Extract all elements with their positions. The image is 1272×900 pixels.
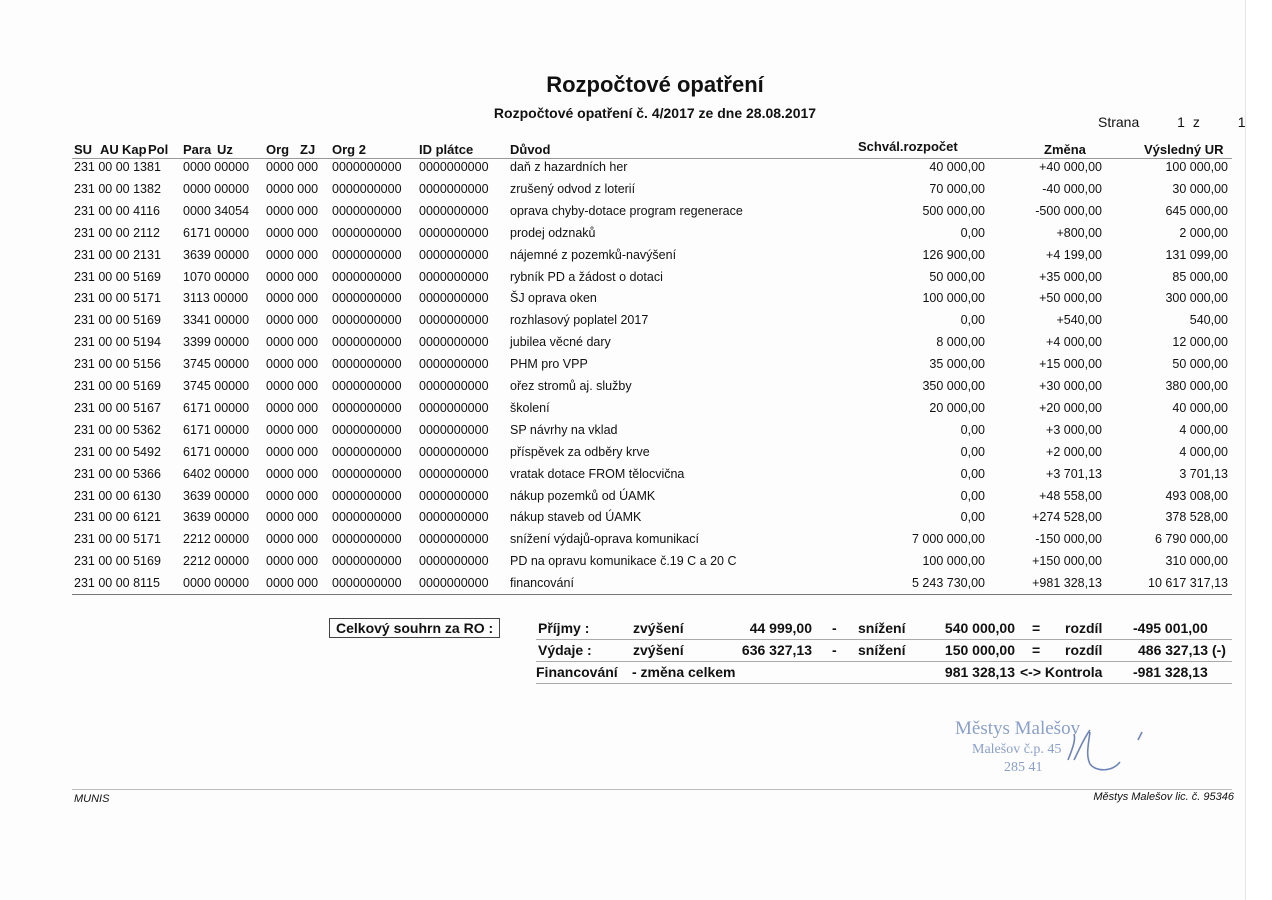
page-label: Strana: [1098, 114, 1140, 130]
cell-schval: 500 000,00: [922, 203, 985, 218]
cell-vysledny: 40 000,00: [1172, 400, 1228, 415]
table-row: [0, 467, 1272, 489]
cell-org: 0000 000: [266, 269, 319, 284]
cell-duvod: jubilea věcné dary: [510, 335, 611, 350]
cell-id: 0000000000: [419, 247, 489, 262]
cell-duvod: vratak dotace FROM tělocvična: [510, 466, 685, 481]
cell-schval: 0,00: [960, 466, 985, 481]
cell-id: 0000000000: [419, 466, 489, 481]
vydaje-rozdil: 486 327,13 (-): [1138, 642, 1226, 658]
footer-software: MUNIS: [74, 793, 110, 805]
cell-vysledny: 300 000,00: [1165, 291, 1228, 306]
cell-schval: 0,00: [960, 488, 985, 503]
page-sep: z: [1192, 114, 1200, 130]
cell-zmena: +50 000,00: [1039, 291, 1102, 306]
cell-org: 0000 000: [266, 554, 319, 569]
header-su: SU: [74, 142, 93, 157]
cell-duvod: snížení výdajů-oprava komunikací: [510, 532, 699, 547]
cell-vysledny: 6 790 000,00: [1155, 532, 1228, 547]
cell-zmena: +35 000,00: [1039, 269, 1102, 284]
table-row: [0, 291, 1272, 313]
cell-schval: 7 000 000,00: [912, 532, 985, 547]
vydaje-snizeni: 150 000,00: [944, 642, 1015, 658]
cell-zmena: +150 000,00: [1032, 554, 1102, 569]
cell-zmena: +4 199,00: [1046, 247, 1102, 262]
cell-zmena: +48 558,00: [1039, 488, 1102, 503]
cell-para: 0000 00000: [183, 576, 250, 591]
cell-duvod: oprava chyby-dotace program regenerace: [510, 203, 743, 218]
cell-duvod: ořez stromů aj. služby: [510, 379, 632, 393]
cell-code: 231 00 00 5169: [74, 379, 161, 393]
cell-schval: 100 000,00: [922, 291, 985, 306]
cell-para: 3113 00000: [183, 291, 249, 306]
cell-duvod: rybník PD a žádost o dotaci: [510, 269, 663, 284]
page-total: 1: [1237, 114, 1246, 130]
table-row: [0, 489, 1272, 511]
header-pol: Pol: [148, 142, 169, 157]
cell-duvod: školení: [510, 400, 550, 415]
vydaje-label: Výdaje :: [538, 642, 592, 658]
cell-para: 6402 00000: [183, 466, 250, 481]
cell-org2: 0000000000: [332, 181, 402, 196]
cell-org: 0000 000: [266, 160, 319, 174]
cell-schval: 20 000,00: [929, 400, 985, 415]
cell-para: 1070 00000: [183, 269, 250, 284]
cell-code: 231 00 00 5169: [74, 269, 161, 284]
cell-vysledny: 645 000,00: [1165, 203, 1228, 218]
cell-vysledny: 540,00: [1189, 313, 1228, 328]
header-rule: [72, 158, 1232, 159]
cell-zmena: +40 000,00: [1039, 160, 1102, 174]
table-row: [0, 445, 1272, 467]
cell-code: 231 00 00 1381: [74, 160, 161, 174]
vydaje-snizeni-label: snížení: [858, 642, 906, 658]
vydaje-dash: -: [832, 642, 837, 658]
table-row: [0, 226, 1272, 248]
cell-zmena: +30 000,00: [1039, 379, 1102, 393]
cell-code: 231 00 00 5171: [74, 291, 161, 306]
cell-schval: 35 000,00: [929, 357, 985, 372]
cell-zmena: +3 000,00: [1046, 422, 1102, 437]
prijmy-snizeni-label: snížení: [858, 620, 906, 636]
cell-vysledny: 3 701,13: [1179, 466, 1228, 481]
cell-duvod: rozhlasový poplatel 2017: [510, 313, 649, 328]
document-subtitle: Rozpočtové opatření č. 4/2017 ze dne 28.08.2017: [493, 105, 817, 121]
summary-rule-1: [536, 639, 1232, 640]
cell-org: 0000 000: [266, 532, 319, 547]
cell-org2: 0000000000: [332, 400, 402, 415]
cell-id: 0000000000: [419, 269, 489, 284]
cell-code: 231 00 00 5169: [74, 313, 161, 328]
cell-vysledny: 380 000,00: [1165, 379, 1228, 393]
table-row: [0, 248, 1272, 270]
cell-org2: 0000000000: [332, 466, 402, 481]
header-kap: Kap: [122, 142, 147, 157]
table-row: [0, 160, 1272, 182]
cell-code: 231 00 00 6130: [74, 488, 161, 503]
cell-org: 0000 000: [266, 313, 319, 328]
cell-duvod: ŠJ oprava oken: [510, 291, 597, 306]
cell-org: 0000 000: [266, 247, 319, 262]
cell-code: 231 00 00 5362: [74, 422, 161, 437]
cell-para: 0000 00000: [183, 160, 250, 174]
cell-org: 0000 000: [266, 400, 319, 415]
cell-org2: 0000000000: [332, 488, 402, 503]
table-row: [0, 379, 1272, 401]
cell-duvod: daň z hazardních her: [510, 160, 628, 174]
cell-para: 3639 00000: [183, 247, 250, 262]
cell-vysledny: 4 000,00: [1179, 444, 1228, 459]
prijmy-eq: =: [1032, 620, 1041, 636]
cell-schval: 8 000,00: [936, 335, 985, 350]
cell-org2: 0000000000: [332, 444, 402, 459]
page-indicator: [1098, 114, 1246, 130]
header-au: AU: [100, 142, 119, 157]
cell-org: 0000 000: [266, 335, 319, 350]
cell-zmena: +4 000,00: [1046, 335, 1102, 350]
cell-para: 3639 00000: [183, 510, 250, 525]
cell-code: 231 00 00 5492: [74, 444, 161, 459]
document-title: Rozpočtové opatření: [546, 72, 764, 97]
summary-rule-3: [536, 683, 1232, 684]
cell-vysledny: 12 000,00: [1172, 335, 1228, 350]
cell-zmena: +3 701,13: [1046, 466, 1102, 481]
cell-vysledny: 310 000,00: [1165, 554, 1228, 569]
cell-id: 0000000000: [419, 510, 489, 525]
cell-duvod: PD na opravu komunikace č.19 C a 20 C: [510, 554, 737, 569]
cell-code: 231 00 00 8115: [74, 576, 160, 591]
cell-duvod: PHM pro VPP: [510, 357, 588, 372]
table-row: [0, 270, 1272, 292]
cell-org2: 0000000000: [332, 313, 402, 328]
cell-code: 231 00 00 5171: [74, 532, 161, 547]
table-row: [0, 313, 1272, 335]
cell-vysledny: 50 000,00: [1172, 357, 1228, 372]
cell-org: 0000 000: [266, 291, 319, 306]
cell-org2: 0000000000: [332, 269, 402, 284]
cell-schval: 0,00: [960, 313, 985, 328]
cell-para: 6171 00000: [183, 225, 250, 240]
cell-org: 0000 000: [266, 225, 319, 240]
cell-id: 0000000000: [419, 444, 489, 459]
cell-zmena: +2 000,00: [1046, 444, 1102, 459]
cell-schval: 0,00: [960, 510, 985, 525]
table-row: [0, 532, 1272, 554]
cell-org2: 0000000000: [332, 422, 402, 437]
summary-label: Celkový souhrn za RO :: [329, 618, 500, 638]
cell-para: 0000 00000: [183, 181, 250, 196]
financovani-label: Financování: [536, 664, 618, 680]
cell-para: 2212 00000: [183, 532, 250, 547]
table-end-rule: [72, 594, 1232, 595]
cell-id: 0000000000: [419, 576, 489, 591]
cell-id: 0000000000: [419, 488, 489, 503]
cell-id: 0000000000: [419, 335, 489, 350]
cell-id: 0000000000: [419, 422, 489, 437]
cell-org: 0000 000: [266, 510, 319, 525]
cell-zmena: -500 000,00: [1035, 203, 1102, 218]
table-row: [0, 423, 1272, 445]
cell-org2: 0000000000: [332, 225, 402, 240]
kontrola-label: <-> Kontrola: [1020, 664, 1103, 680]
cell-duvod: financování: [510, 576, 574, 591]
cell-zmena: +800,00: [1056, 225, 1102, 240]
cell-id: 0000000000: [419, 313, 489, 328]
cell-org2: 0000000000: [332, 247, 402, 262]
cell-vysledny: 493 008,00: [1165, 488, 1228, 503]
table-row: [0, 357, 1272, 379]
cell-code: 231 00 00 4116: [74, 203, 160, 218]
cell-org: 0000 000: [266, 488, 319, 503]
cell-schval: 350 000,00: [922, 379, 985, 393]
header-zj: ZJ: [300, 142, 316, 157]
page-current: 1: [1177, 114, 1185, 130]
cell-vysledny: 2 000,00: [1179, 225, 1228, 240]
vydaje-rozdil-label: rozdíl: [1065, 642, 1103, 658]
cell-para: 6171 00000: [183, 422, 250, 437]
cell-schval: 0,00: [960, 444, 985, 459]
table-row: [0, 554, 1272, 576]
cell-para: 6171 00000: [183, 444, 250, 459]
cell-para: 3341 00000: [183, 313, 250, 328]
cell-duvod: SP návrhy na vklad: [510, 422, 618, 437]
cell-org2: 0000000000: [332, 160, 402, 174]
cell-org: 0000 000: [266, 357, 319, 372]
header-schval-rozpocet: Schvál.rozpočet: [858, 139, 958, 154]
cell-vysledny: 378 528,00: [1165, 510, 1228, 525]
cell-org2: 0000000000: [332, 554, 402, 569]
cell-id: 0000000000: [419, 554, 489, 569]
table-row: [0, 510, 1272, 532]
cell-para: 3639 00000: [183, 488, 250, 503]
vydaje-zvyseni-label: zvýšení: [633, 642, 684, 658]
prijmy-rozdil: -495 001,00: [1133, 620, 1208, 636]
cell-org: 0000 000: [266, 466, 319, 481]
cell-vysledny: 10 617 317,13: [1148, 576, 1228, 591]
cell-code: 231 00 00 5366: [74, 466, 161, 481]
cell-zmena: +274 528,00: [1032, 510, 1102, 525]
cell-zmena: +981 328,13: [1032, 576, 1102, 591]
cell-org: 0000 000: [266, 422, 319, 437]
cell-id: 0000000000: [419, 203, 489, 218]
footer-rule: [72, 789, 1232, 790]
header-org: Org: [266, 142, 290, 157]
footer-license: Městys Malešov lic. č. 95346: [1093, 791, 1234, 803]
financovani-value: 981 328,13: [944, 664, 1015, 680]
stamp-line-3: 285 41: [1004, 760, 1043, 775]
cell-schval: 40 000,00: [929, 160, 985, 174]
cell-zmena: +15 000,00: [1039, 357, 1102, 372]
cell-schval: 0,00: [960, 422, 985, 437]
signature: [1050, 720, 1150, 780]
prijmy-zvyseni: 44 999,00: [749, 620, 812, 636]
summary-rule-2: [536, 661, 1232, 662]
cell-vysledny: 85 000,00: [1172, 269, 1228, 284]
cell-zmena: -150 000,00: [1035, 532, 1102, 547]
cell-schval: 50 000,00: [929, 269, 985, 284]
cell-code: 231 00 00 2112: [74, 225, 160, 240]
cell-org: 0000 000: [266, 444, 319, 459]
cell-id: 0000000000: [419, 532, 489, 547]
cell-para: 3399 00000: [183, 335, 250, 350]
cell-para: 2212 00000: [183, 554, 250, 569]
vydaje-zvyseni: 636 327,13: [741, 642, 812, 658]
cell-id: 0000000000: [419, 181, 489, 196]
table-row: [0, 182, 1272, 204]
prijmy-zvyseni-label: zvýšení: [633, 620, 684, 636]
cell-id: 0000000000: [419, 225, 489, 240]
cell-para: 3745 00000: [183, 357, 250, 372]
cell-org: 0000 000: [266, 203, 319, 218]
cell-id: 0000000000: [419, 400, 489, 415]
header-duvod: Důvod: [510, 142, 551, 157]
cell-para: 3745 00000: [183, 379, 250, 393]
cell-org2: 0000000000: [332, 291, 402, 306]
cell-code: 231 00 00 2131: [74, 247, 161, 262]
table-row: [0, 204, 1272, 226]
header-vysledny-ur: Výsledný UR: [1144, 142, 1224, 157]
header-org2: Org 2: [332, 142, 366, 157]
cell-id: 0000000000: [419, 291, 489, 306]
header-zmena: Změna: [1044, 142, 1086, 157]
cell-para: 6171 00000: [183, 400, 250, 415]
prijmy-label: Příjmy :: [538, 620, 590, 636]
cell-org2: 0000000000: [332, 510, 402, 525]
cell-code: 231 00 00 5167: [74, 400, 161, 415]
cell-duvod: nákup staveb od ÚAMK: [510, 510, 642, 525]
kontrola-value: -981 328,13: [1133, 664, 1208, 680]
cell-org2: 0000000000: [332, 576, 402, 591]
cell-schval: 70 000,00: [929, 181, 985, 196]
cell-code: 231 00 00 5194: [74, 335, 161, 350]
cell-org: 0000 000: [266, 576, 319, 591]
cell-schval: 0,00: [960, 225, 985, 240]
cell-vysledny: 100 000,00: [1165, 160, 1228, 174]
cell-vysledny: 4 000,00: [1179, 422, 1228, 437]
cell-code: 231 00 00 6121: [74, 510, 161, 525]
cell-duvod: příspěvek za odběry krve: [510, 444, 650, 459]
cell-schval: 126 900,00: [922, 247, 985, 262]
financovani-sub: - změna celkem: [632, 664, 736, 680]
cell-duvod: prodej odznaků: [510, 225, 596, 240]
cell-zmena: +540,00: [1056, 313, 1102, 328]
cell-org: 0000 000: [266, 379, 319, 393]
cell-duvod: zrušený odvod z loterií: [510, 181, 636, 196]
cell-para: 0000 34054: [183, 203, 250, 218]
cell-org2: 0000000000: [332, 335, 402, 350]
cell-duvod: nákup pozemků od ÚAMK: [510, 488, 656, 503]
cell-zmena: -40 000,00: [1042, 181, 1102, 196]
cell-duvod: nájemné z pozemků-navýšení: [510, 247, 677, 262]
cell-org2: 0000000000: [332, 379, 402, 393]
cell-schval: 5 243 730,00: [912, 576, 985, 591]
cell-id: 0000000000: [419, 357, 489, 372]
header-id-platce: ID plátce: [419, 142, 474, 157]
prijmy-snizeni: 540 000,00: [944, 620, 1015, 636]
stamp-line-2: Malešov č.p. 45: [972, 742, 1062, 757]
header-para: Para: [183, 142, 212, 157]
cell-id: 0000000000: [419, 160, 489, 174]
cell-zmena: +20 000,00: [1039, 400, 1102, 415]
cell-schval: 100 000,00: [922, 554, 985, 569]
cell-vysledny: 30 000,00: [1172, 181, 1228, 196]
cell-org2: 0000000000: [332, 532, 402, 547]
header-uz: Uz: [217, 142, 233, 157]
stamp-line-1: Městys Malešov: [955, 718, 1081, 739]
cell-org2: 0000000000: [332, 357, 402, 372]
cell-vysledny: 131 099,00: [1165, 247, 1228, 262]
prijmy-dash: -: [832, 620, 837, 636]
cell-code: 231 00 00 5156: [74, 357, 161, 372]
cell-code: 231 00 00 5169: [74, 554, 161, 569]
cell-id: 0000000000: [419, 379, 489, 393]
cell-code: 231 00 00 1382: [74, 181, 161, 196]
cell-org2: 0000000000: [332, 203, 402, 218]
table-row: [0, 335, 1272, 357]
cell-org: 0000 000: [266, 181, 319, 196]
table-row: [0, 401, 1272, 423]
vydaje-eq: =: [1032, 642, 1041, 658]
prijmy-rozdil-label: rozdíl: [1065, 620, 1103, 636]
